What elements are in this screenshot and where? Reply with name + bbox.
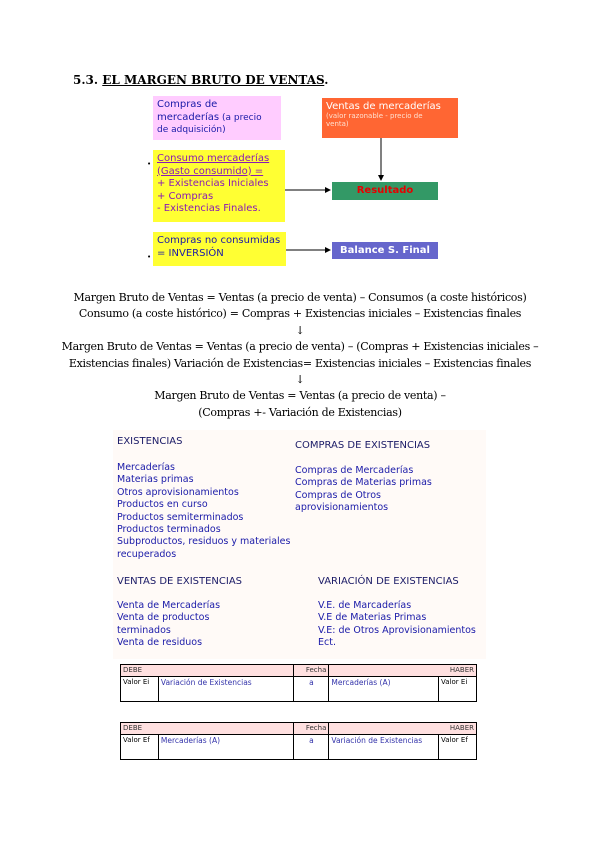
list-item: Compras de Materias primas xyxy=(295,477,432,489)
ventas-existencias-list xyxy=(117,600,220,650)
haber-header: HABER xyxy=(329,665,477,677)
journal-entry-1 xyxy=(120,664,477,702)
list-item: recuperados xyxy=(117,548,177,560)
debe-account: Mercaderías (A) xyxy=(158,735,294,760)
existencias-list xyxy=(117,462,290,561)
compras-existencias-list xyxy=(295,465,432,515)
list-item: V.E: de Otros Aprovisionamientos xyxy=(318,624,476,636)
haber-value: Valor Ef xyxy=(439,735,477,760)
table-header-row xyxy=(121,665,477,677)
list-item: Productos semiterminados xyxy=(117,511,244,523)
bullet-consumo: • xyxy=(147,160,152,168)
accounts-panel xyxy=(113,430,486,659)
no-consumidas-line2: = INVERSIÓN xyxy=(157,247,224,259)
list-item: Compras de Otros xyxy=(295,489,381,501)
list-item: Mercaderías xyxy=(117,462,175,473)
formulas-block xyxy=(0,290,600,421)
debe-value: Valor Ei xyxy=(121,677,159,702)
compras-existencias-heading: COMPRAS DE EXISTENCIAS xyxy=(295,440,431,451)
journal-entry-2 xyxy=(120,722,477,760)
ventas-line1: Ventas de mercaderías xyxy=(326,101,441,112)
list-item: aprovisionamientos xyxy=(295,502,389,514)
consumo-line2: (Gasto consumido) = xyxy=(157,165,264,177)
variacion-existencias-list xyxy=(318,600,476,650)
balance-final-box: Balance S. Final xyxy=(332,242,438,259)
haber-account: Mercaderías (A) xyxy=(329,677,439,702)
consumo-item2: + Compras xyxy=(157,190,214,202)
formula-margen-expanded-2: Existencias finales) Variación de Existencias= Existencias iniciales – Existencias finales xyxy=(68,356,532,370)
debe-account: Variación de Existencias xyxy=(158,677,294,702)
list-item: terminados xyxy=(117,624,171,636)
haber-value: Valor Ei xyxy=(439,677,477,702)
list-item: Productos en curso xyxy=(117,499,208,511)
debe-value: Valor Ef xyxy=(121,735,159,760)
ventas-existencias-heading: VENTAS DE EXISTENCIAS xyxy=(117,576,243,587)
haber-account: Variación de Existencias xyxy=(329,735,439,760)
compras-line1: Compras de xyxy=(157,99,218,110)
consumo-item1: + Existencias Iniciales xyxy=(157,178,269,189)
list-item: Venta de Mercaderías xyxy=(117,600,221,611)
bullet-inversion: • xyxy=(147,253,152,261)
table-row xyxy=(121,735,477,760)
fecha-header: Fecha xyxy=(294,665,329,677)
list-item: Venta de residuos xyxy=(117,637,203,649)
formula-margen-bruto: Margen Bruto de Ventas = Ventas (a precio de venta) – Consumos (a coste históricos) xyxy=(73,291,527,304)
no-consumidas-line1: Compras no consumidas xyxy=(157,235,281,246)
formula-margen-expanded-1: Margen Bruto de Ventas = Ventas (a precio de venta) – (Compras + Existencias iniciales – xyxy=(61,340,539,354)
a-connector: a xyxy=(294,677,329,702)
down-arrow-icon: ↓ xyxy=(295,373,305,387)
table-header-row xyxy=(121,723,477,735)
variacion-existencias-heading: VARIACIÓN DE EXISTENCIAS xyxy=(318,576,459,587)
ventas-line3: venta) xyxy=(326,120,349,128)
existencias-heading: EXISTENCIAS xyxy=(117,436,183,447)
list-item: Otros aprovisionamientos xyxy=(117,486,239,498)
debe-header: DEBE xyxy=(121,723,294,735)
ventas-line2: (valor razonable - precio de xyxy=(326,112,423,120)
list-item: V.E. de Marcaderías xyxy=(318,600,412,611)
list-item: Ect. xyxy=(318,637,336,649)
table-row xyxy=(121,677,477,702)
list-item: Subproductos, residuos y materiales xyxy=(117,536,291,548)
compras-line3: de adquisición) xyxy=(157,125,226,135)
list-item: Compras de Mercaderías xyxy=(295,465,414,476)
formula-margen-final-2: (Compras +- Variación de Existencias) xyxy=(198,405,402,419)
debe-header: DEBE xyxy=(121,665,294,677)
consumo-line1: Consumo mercaderías xyxy=(157,153,270,164)
diagram-arrows xyxy=(0,0,600,300)
compras-line2-bold: mercaderías xyxy=(157,111,220,123)
formula-margen-final-1: Margen Bruto de Ventas = Ventas (a precio de venta) – xyxy=(154,389,446,403)
list-item: V.E de Materias Primas xyxy=(318,612,427,624)
down-arrow-icon: ↓ xyxy=(295,323,305,337)
a-connector: a xyxy=(294,735,329,760)
haber-header: HABER xyxy=(329,723,477,735)
formula-consumo: Consumo (a coste histórico) = Compras + Existencias iniciales – Existencias finales xyxy=(78,307,522,321)
section-heading: EL MARGEN BRUTO DE VENTAS xyxy=(102,73,325,87)
list-item: Materias primas xyxy=(117,474,194,486)
resultado-box: Resultado xyxy=(332,182,438,200)
section-number: 5.3. xyxy=(73,73,99,87)
consumo-item3: - Existencias Finales. xyxy=(157,203,261,214)
list-item: Venta de productos xyxy=(117,612,210,624)
fecha-header: Fecha xyxy=(294,723,329,735)
list-item: Productos terminados xyxy=(117,524,221,536)
section-period: . xyxy=(324,73,329,87)
compras-line2-rest: (a precio xyxy=(219,112,262,123)
